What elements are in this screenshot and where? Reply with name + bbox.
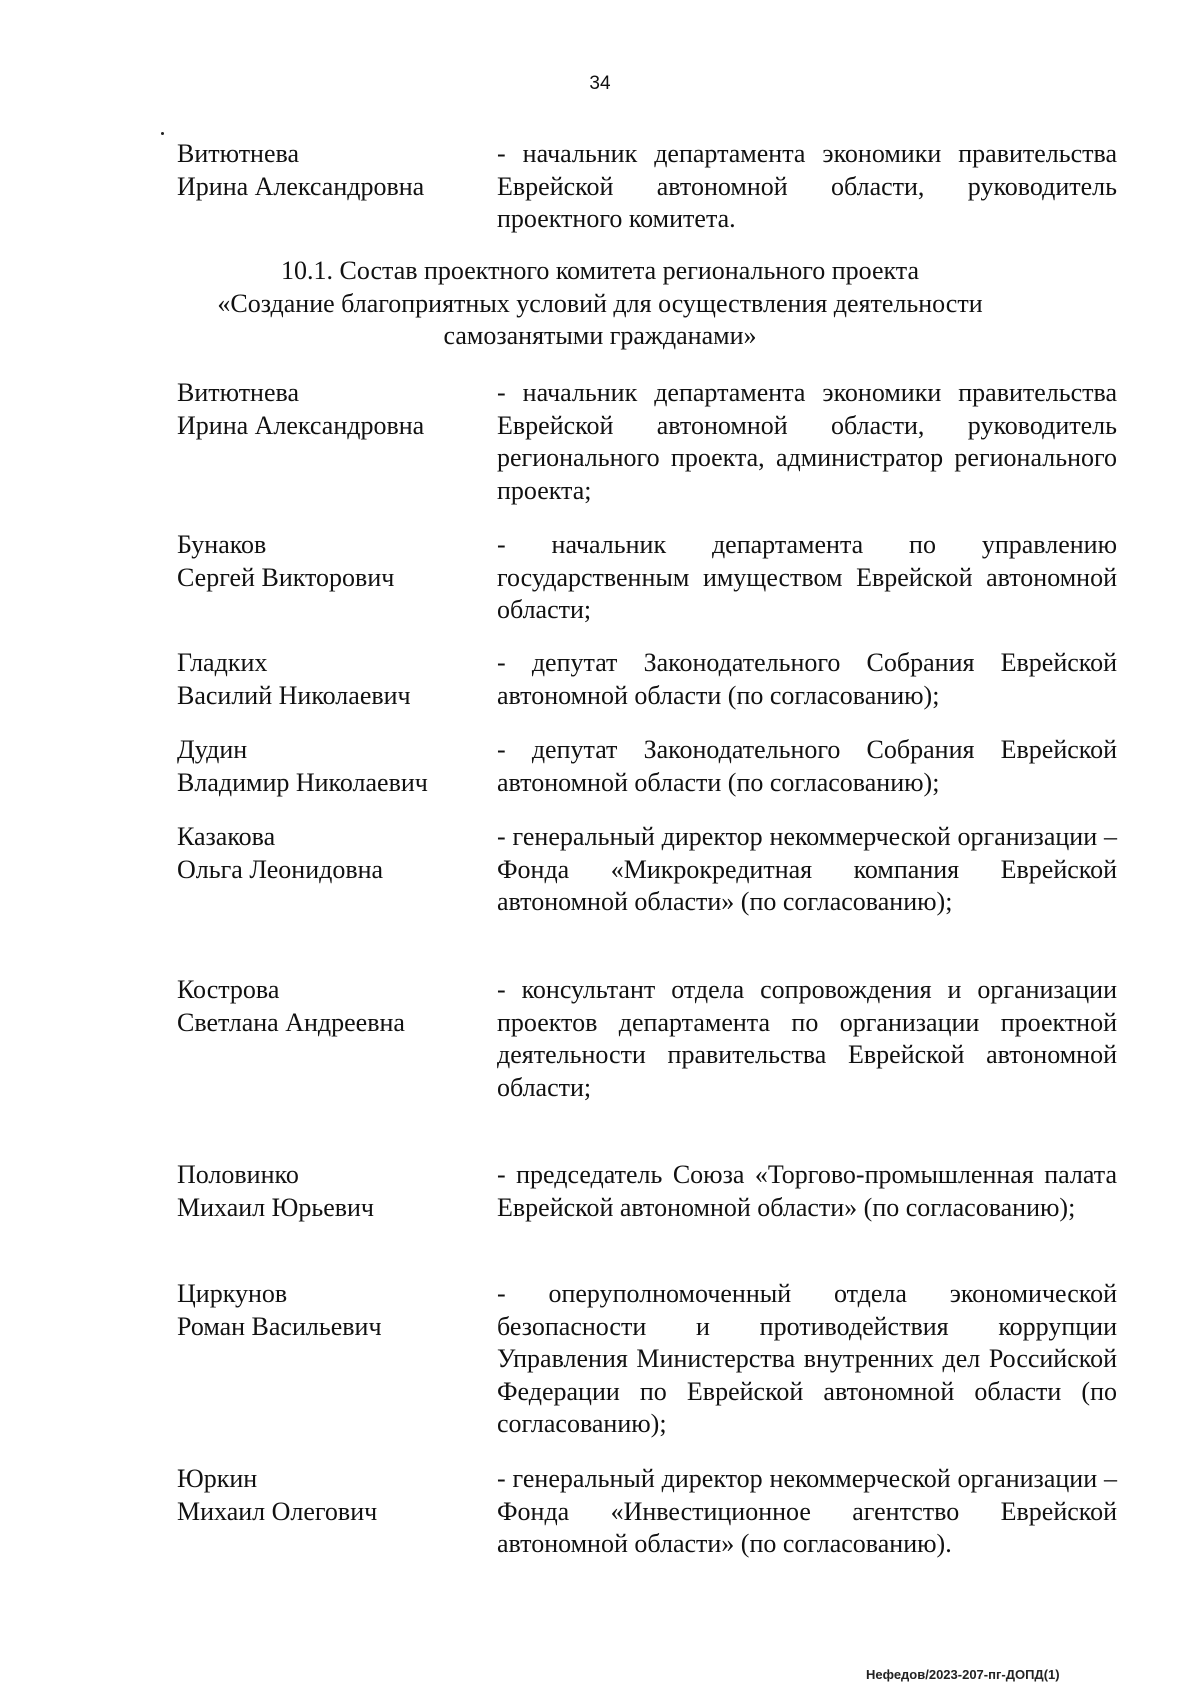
member-name	[177, 974, 477, 1039]
section-title-line: 10.1. Состав проектного комитета регионального проекта	[280, 256, 920, 285]
member-surname: Юркин	[177, 1464, 258, 1493]
member-surname: Дудин	[177, 735, 248, 764]
document-footer-code: Нефедов/2023-207-пг-ДОПД(1)	[866, 1667, 1060, 1682]
member-role: - депутат Законодательного Собрания Еврейской автономной области (по согласованию);	[497, 648, 1117, 710]
member-role: - консультант отдела сопровождения и организации проектов департамента по организации проектной деятельности правительства Еврейской автономной области;	[497, 975, 1117, 1102]
person-surname: Витютнева	[177, 139, 299, 168]
member-name	[177, 647, 477, 712]
member-given-names: Михаил Олегович	[177, 1496, 378, 1526]
person-role: - начальник департамента экономики правительства Еврейской автономной области, руководитель проектного комитета.	[497, 139, 1117, 233]
member-surname: Бунаков	[177, 530, 267, 559]
member-given-names: Сергей Викторович	[177, 562, 395, 592]
page-number: 34	[589, 73, 611, 94]
member-given-names: Светлана Андреевна	[177, 1007, 405, 1037]
stray-mark	[161, 132, 164, 135]
section-title	[0, 255, 1200, 353]
member-given-names: Михаил Юрьевич	[177, 1192, 375, 1222]
member-given-names: Василий Николаевич	[177, 680, 411, 710]
member-name	[177, 1278, 477, 1343]
member-role: - генеральный директор некоммерческой организации – Фонда «Инвестиционное агентство Еврейской автономной области» (по согласованию).	[497, 1464, 1117, 1558]
member-role: - депутат Законодательного Собрания Еврейской автономной области (по согласованию);	[497, 735, 1117, 797]
person-name	[177, 138, 477, 203]
member-name	[177, 821, 477, 886]
section-title-line: самозанятыми гражданами»	[443, 321, 757, 350]
member-name	[177, 529, 477, 594]
member-surname: Гладких	[177, 648, 268, 677]
member-surname: Половинко	[177, 1160, 299, 1189]
member-surname: Циркунов	[177, 1279, 288, 1308]
member-given-names: Ольга Леонидовна	[177, 854, 384, 884]
member-surname: Кострова	[177, 975, 280, 1004]
member-given-names: Ирина Александровна	[177, 410, 425, 440]
person-given-names: Ирина Александровна	[177, 171, 425, 201]
section-title-line: «Создание благоприятных условий для осуществления деятельности	[217, 288, 983, 318]
member-name	[177, 1463, 477, 1528]
member-surname: Витютнева	[177, 378, 299, 407]
member-role: - начальник департамента экономики правительства Еврейской автономной области, руководитель регионального проекта, администратор регионального проекта;	[497, 378, 1117, 505]
member-name	[177, 734, 477, 799]
member-name	[177, 1159, 477, 1224]
member-given-names: Владимир Николаевич	[177, 767, 428, 797]
member-role: - начальник департамента по управлению государственным имуществом Еврейской автономной области;	[497, 530, 1117, 624]
member-role: - председатель Союза «Торгово-промышленная палата Еврейской автономной области» (по согласованию);	[497, 1160, 1117, 1222]
member-given-names: Роман Васильевич	[177, 1311, 382, 1341]
member-role: - генеральный директор некоммерческой организации – Фонда «Микрокредитная компания Еврейской автономной области» (по согласованию);	[497, 822, 1117, 916]
member-role: - оперуполномоченный отдела экономической безопасности и противодействия коррупции Управления Министерства внутренних дел Российской Федерации по Еврейской автономной области (по согласованию);	[497, 1279, 1117, 1438]
member-name	[177, 377, 477, 442]
member-surname: Казакова	[177, 822, 276, 851]
